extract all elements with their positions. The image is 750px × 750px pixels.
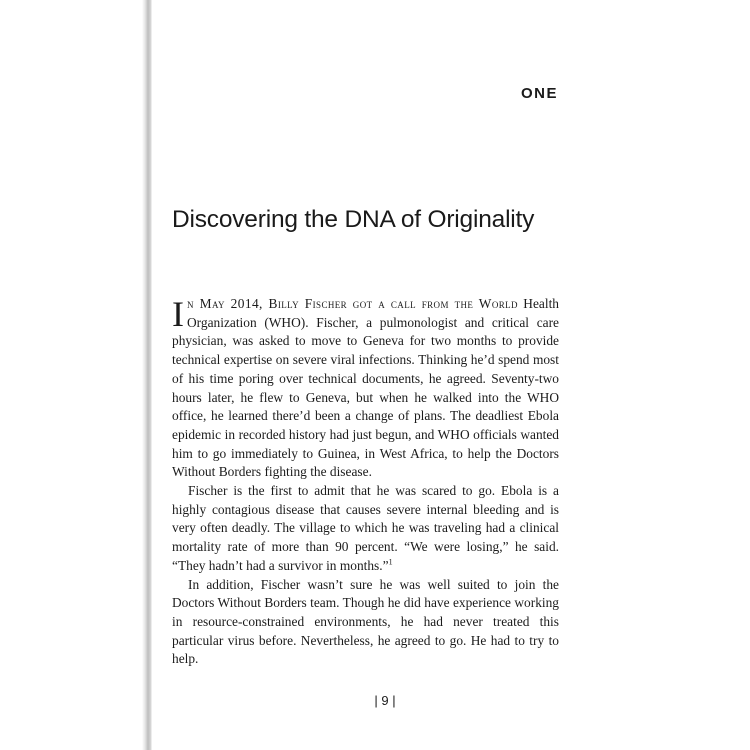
paragraph-1-text: Health Organization (WHO). Fischer, a pulmonologist and critical care physician, was asked to move to Geneva for two months to provide technical expertise on severe viral infections. Thinking he’d spend most of his time poring over technical documents, he agreed. Seventy-two hours later, he flew to Geneva, but when he walked into the WHO office, he learned there’d been a change of plans. The deadliest Ebola epidemic in recorded history had just begun, and WHO officials wanted him to go immediately to Guinea, in West Africa, to help the Doctors Without Borders fighting the disease. bbox=[172, 296, 559, 480]
page-binding-edge bbox=[0, 0, 152, 750]
drop-cap: I bbox=[172, 294, 184, 334]
paragraph-1 bbox=[172, 295, 559, 482]
chapter-title: Discovering the DNA of Originality bbox=[172, 206, 535, 234]
footnote-marker: 1 bbox=[388, 557, 393, 567]
lead-in: n May 2014, Billy Fischer got a call from the World bbox=[187, 296, 518, 311]
paragraph-2-text: Fischer is the first to admit that he was scared to go. Ebola is a highly contagious disease that causes severe internal bleeding and is very often deadly. The village to which he was traveling had a clinical mortality rate of more than 90 percent. “We were losing,” he said. “They hadn’t had a survivor in months.” bbox=[172, 483, 559, 573]
chapter-number: ONE bbox=[520, 85, 558, 102]
page-number: | 9 | bbox=[374, 693, 396, 708]
paragraph-3-text: In addition, Fischer wasn’t sure he was well suited to join the Doctors Without Borders team. Though he did have experience working in resource-constrained environments, he had never treated this particular virus before. Nevertheless, he agreed to go. He had to try to help. bbox=[172, 576, 559, 667]
paragraph-3 bbox=[172, 576, 559, 670]
paragraph-2 bbox=[172, 482, 559, 576]
body-text bbox=[172, 295, 559, 669]
